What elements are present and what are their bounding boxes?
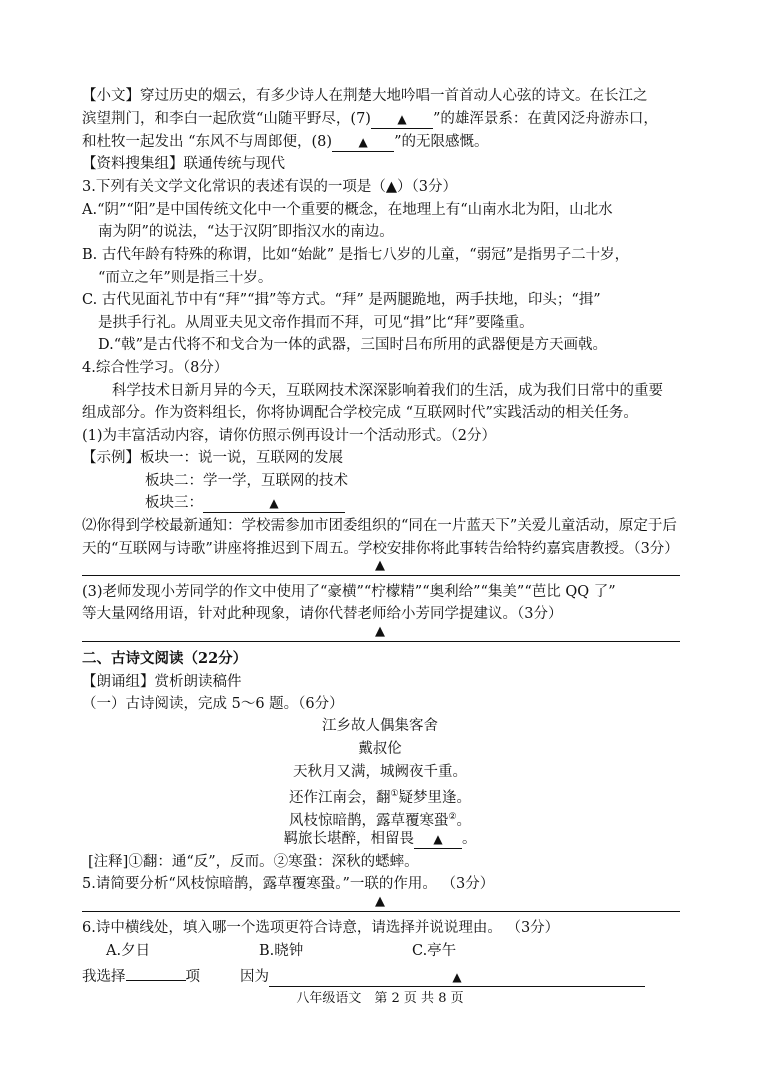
q6-stem: 6.诗中横线处，填入哪一个选项更符合诗意，请选择并说说理由。 （3分） xyxy=(82,920,560,936)
blank-triangle: ▲ xyxy=(433,832,443,846)
intro-line-1: 【小文】穿过历史的烟云，有多少诗人在荆楚大地吟唱一首首动人心弦的诗文。在长江之 xyxy=(82,88,648,104)
q5-stem: 5.请简要分析“风枝惊暗鹊，露草覆寒蛩。”一联的作用。 （3分） xyxy=(82,876,495,892)
poem-line-2 xyxy=(0,784,760,808)
answer-triangle: ▲ xyxy=(375,894,385,909)
poem-notes: [注释]①翻：通“反”，反而。②寒蛩：深秋的蟋蟀。 xyxy=(88,854,419,870)
note-marker-1: ① xyxy=(390,789,399,799)
choice-unit: 项 xyxy=(185,969,200,985)
poem-author: 戴叔伦 xyxy=(358,741,402,757)
q4-sub-2-line-1: ⑵你得到学校最新通知：学校需参加市团委组织的“同在一片蓝天下”关爱儿童活动，原定于后 xyxy=(82,518,677,534)
because-label: 因为 xyxy=(240,969,269,985)
q3-stem: 3.下列有关文学文化常识的表述有误的一项是（▲）（3分） xyxy=(82,179,457,195)
q3-option-b-line-2: “而立之年”则是指三十岁。 xyxy=(98,270,273,286)
blank-triangle: ▲ xyxy=(397,112,407,126)
q4-stem: 4.综合性学习。（8分） xyxy=(82,360,229,376)
poem-line-2-end: 疑梦里逢。 xyxy=(398,789,472,806)
reading-group-heading: 【朗诵组】赏析朗读稿件 xyxy=(82,674,242,690)
q6-option-a: A.夕日 xyxy=(106,943,151,959)
intro-line-2-end: ”的雄浑景系：在黄冈泛舟游赤口， xyxy=(432,111,658,127)
q4-sub-2-line-2: 天的“互联网与诗歌”讲座将推迟到下周五。学校安排你将此事转告给特约嘉宾唐教授。（3分） xyxy=(82,541,679,557)
poem-line-4-start: 羁旅长堪醉，相留畏 xyxy=(283,831,414,847)
choice-blank[interactable] xyxy=(126,963,186,981)
q3-option-c-line-2: 是拱手行礼。从周亚夫见文帝作揖而不拜，可见“揖”比“拜”要隆重。 xyxy=(98,315,534,331)
blank-triangle: ▲ xyxy=(358,135,368,149)
note-marker-2: ② xyxy=(448,812,457,822)
poem-line-3 xyxy=(0,807,760,831)
intro-line-2 xyxy=(82,109,658,129)
q4-sub-3-answer-line[interactable] xyxy=(82,641,680,642)
q4-sub-1: (1)为丰富活动内容，请你仿照示例再设计一个活动形式。（2分） xyxy=(82,428,497,444)
q4-paragraph-line-2: 组成部分。作为资料组长，你将协调配合学校完成 “互联网时代”实践活动的相关任务。 xyxy=(82,405,638,421)
poem-line-3-start: 风枝惊暗鹊，露草覆寒蛩 xyxy=(288,812,449,829)
example-board-1: 【示例】板块一：说一说，互联网的发展 xyxy=(82,450,343,466)
choose-label: 我选择 xyxy=(82,969,126,985)
poem-line-2-start: 还作江南会，翻 xyxy=(288,789,391,806)
example-board-3 xyxy=(145,493,345,513)
q4-paragraph-line-1: 科学技术日新月异的今天，互联网技术深深影响着我们的生活，成为我们日常中的重要 xyxy=(112,383,663,399)
answer-triangle: ▲ xyxy=(375,624,385,639)
q5-answer-line[interactable] xyxy=(82,911,680,912)
intro-line-3-start: 和杜牧一起发出 “东风不与周郎便，(8) xyxy=(82,134,333,150)
reason-blank[interactable] xyxy=(269,969,645,987)
q4-sub-2-answer-line[interactable] xyxy=(82,575,680,576)
poem-line-1: 天秋月又满，城阙夜千重。 xyxy=(293,764,467,780)
blank-8[interactable] xyxy=(332,134,394,152)
poem-blank[interactable] xyxy=(414,831,462,849)
board-3-blank[interactable] xyxy=(203,495,345,513)
page-footer: 八年级语文 第 2 页 共 8 页 xyxy=(296,991,464,1006)
poem-line-4-end: 。 xyxy=(462,831,477,847)
poem-part-heading: （一）古诗阅读，完成 5～6 题。（6分） xyxy=(82,696,344,712)
q3-option-d: D.“戟”是古代将不和戈合为一体的武器，三国时吕布所用的武器便是方天画戟。 xyxy=(98,337,608,353)
q4-sub-3-line-2: 等大量网络用语，针对此种现象，请你代替老师给小芳同学提建议。（3分） xyxy=(82,606,563,622)
blank-triangle: ▲ xyxy=(452,970,462,984)
q4-sub-3-line-1: (3)老师发现小芳同学的作文中使用了“豪横”“柠檬精”“奥利给”“集美”“芭比 QQ 了” xyxy=(82,584,616,600)
intro-line-3-end: ”的无限感慨。 xyxy=(394,134,489,150)
answer-triangle: ▲ xyxy=(375,558,385,573)
q6-option-c: C.亭午 xyxy=(412,943,457,959)
group-heading: 【资料搜集组】联通传统与现代 xyxy=(82,156,285,172)
board-3-label: 板块三： xyxy=(145,495,203,511)
q3-option-a-line-1: A.“阴”“阳”是中国传统文化中一个重要的概念，在地理上有“山南水北为阳，山北水 xyxy=(82,202,613,218)
poem-line-3-end: 。 xyxy=(456,812,472,829)
blank-triangle: ▲ xyxy=(269,496,279,510)
section-2-heading: 二、古诗文阅读（22分） xyxy=(82,650,248,667)
example-board-2: 板块二：学一学，互联网的技术 xyxy=(145,473,348,489)
q3-option-c-line-1: C. 古代见面礼节中有“拜”“揖”等方式。“拜” 是两腿跪地，两手扶地，印头；“揖” xyxy=(82,292,601,308)
intro-line-3 xyxy=(82,132,488,152)
q3-option-a-line-2: 南为阴”的说法，“达于汉阴″即指汉水的南边。 xyxy=(98,224,394,240)
poem-title: 江乡故人偶集客舍 xyxy=(322,718,438,734)
q3-option-b-line-1: B. 古代年龄有特殊的称谓，比如“始龀” 是指七八岁的儿童，“弱冠”是指男子二十岁， xyxy=(82,247,630,263)
poem-line-4 xyxy=(0,829,760,849)
blank-7[interactable] xyxy=(371,111,433,129)
q6-answer-row xyxy=(82,963,645,987)
q6-option-b: B.晓钟 xyxy=(259,943,304,959)
intro-line-2-start: 滨望荆门，和李白一起欣赏“山随平野尽，(7) xyxy=(82,111,371,127)
